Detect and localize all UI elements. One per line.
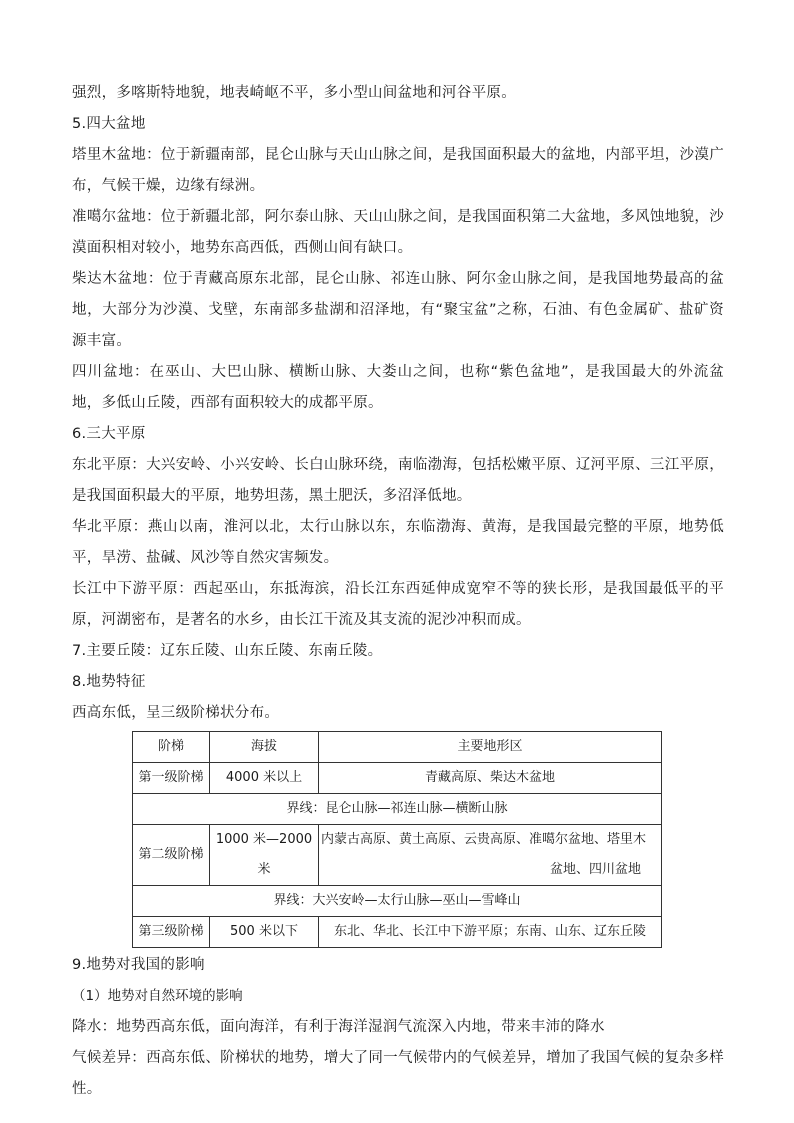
table-header-cell: 海拔 [210, 732, 319, 763]
table-cell: 第二级阶梯 [133, 825, 210, 886]
basin-qaidam: 柴达木盆地：位于青藏高原东北部，昆仑山脉、祁连山脉、阿尔金山脉之间，是我国地势最高的盆地，大部分为沙漠、戈壁，东南部多盐湖和沼泽地，有“聚宝盆”之称，石油、有色金属矿、盐矿资源丰富。 [72, 271, 724, 349]
plain-yangtze: 长江中下游平原：西起巫山，东抵海滨，沿长江东西延伸成宽窄不等的狭长形，是我国最低平的平原，河湖密布，是著名的水乡，由长江干流及其支流的泥沙冲积而成。 [72, 581, 724, 628]
plain-northeast: 东北平原：大兴安岭、小兴安岭、长白山脉环绕，南临渤海，包括松嫩平原、辽河平原、三江平原，是我国面积最大的平原，地势坦荡，黑土肥沃，多沼泽低地。 [72, 457, 724, 504]
terrain-steps-table [132, 731, 662, 948]
document-page [72, 78, 724, 1105]
table-cell: 1000 米—2000 米 [210, 825, 319, 886]
table-cell: 东北、华北、长江中下游平原；东南、山东、辽东丘陵 [319, 917, 662, 948]
cell-line: 盆地、四川盆地 [549, 862, 641, 877]
basin-junggar: 准噶尔盆地：位于新疆北部，阿尔泰山脉、天山山脉之间，是我国面积第二大盆地，多风蚀地貌，沙漠面积相对较小，地势东高西低，西侧山间有缺口。 [72, 209, 724, 256]
table-row [133, 794, 662, 825]
intro-line: 强烈，多喀斯特地貌，地表崎岖不平，多小型山间盆地和河谷平原。 [72, 85, 516, 101]
table-cell-multiline [319, 825, 662, 886]
basin-sichuan: 四川盆地：在巫山、大巴山脉、横断山脉、大娄山之间，也称“紫色盆地”，是我国最大的外流盆地，多低山丘陵，西部有面积较大的成都平原。 [72, 364, 724, 411]
plains-heading: 6.三大平原 [72, 426, 146, 442]
table-cell: 500 米以下 [210, 917, 319, 948]
table-row [133, 917, 662, 948]
table-header-cell: 阶梯 [133, 732, 210, 763]
basins-heading: 5.四大盆地 [72, 116, 146, 132]
influence-heading: 9.地势对我国的影响 [72, 957, 205, 973]
terrain-heading: 8.地势特征 [72, 674, 146, 690]
table-row [133, 886, 662, 917]
table-cell: 青藏高原、柴达木盆地 [319, 763, 662, 794]
boundary-cell: 界线：昆仑山脉—祁连山脉—横断山脉 [133, 794, 662, 825]
basin-tarim: 塔里木盆地：位于新疆南部，昆仑山脉与天山山脉之间，是我国面积最大的盆地，内部平坦，沙漠广布，气候干燥，边缘有绿洲。 [72, 147, 724, 194]
table-row [133, 763, 662, 794]
cell-line: 内蒙古高原、黄土高原、云贵高原、准噶尔盆地、塔里木 [321, 832, 647, 847]
table-header-row [133, 732, 662, 763]
table-header-cell: 主要地形区 [319, 732, 662, 763]
terrain-summary: 西高东低，呈三级阶梯状分布。 [72, 705, 280, 721]
table-cell: 第一级阶梯 [133, 763, 210, 794]
plain-north-china: 华北平原：燕山以南，淮河以北，太行山脉以东，东临渤海、黄海，是我国最完整的平原，地势低平，旱涝、盐碱、风沙等自然灾害频发。 [72, 519, 724, 566]
influence-climate: 气候差异：西高东低、阶梯状的地势，增大了同一气候带内的气候差异，增加了我国气候的复杂多样性。 [72, 1050, 724, 1097]
table-row [133, 825, 662, 886]
table-cell: 第三级阶梯 [133, 917, 210, 948]
table-cell: 4000 米以上 [210, 763, 319, 794]
boundary-cell: 界线：大兴安岭—太行山脉—巫山—雪峰山 [133, 886, 662, 917]
hills-line: 7.主要丘陵：辽东丘陵、山东丘陵、东南丘陵。 [72, 643, 383, 659]
influence-subheading: （1）地势对自然环境的影响 [72, 988, 243, 1004]
influence-precipitation: 降水：地势西高东低，面向海洋，有利于海洋湿润气流深入内地，带来丰沛的降水 [72, 1019, 605, 1035]
